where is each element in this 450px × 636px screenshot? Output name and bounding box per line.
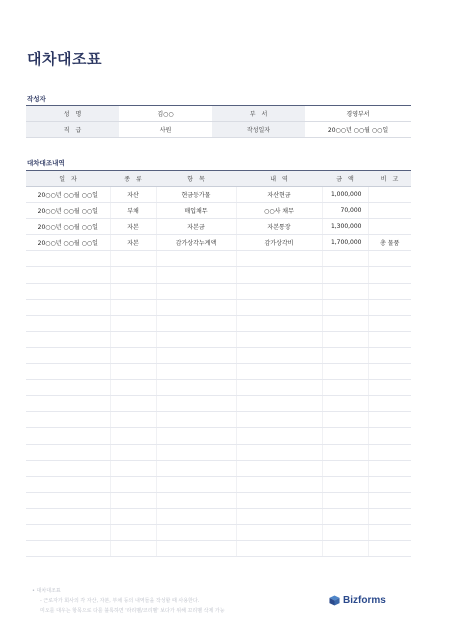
empty-cell[interactable] [156,347,236,363]
empty-cell[interactable] [110,492,156,508]
empty-cell[interactable] [322,299,368,315]
item-cell[interactable]: 매입채무 [156,203,236,219]
empty-table-row [26,508,411,524]
empty-cell[interactable] [156,524,236,540]
empty-cell[interactable] [236,299,322,315]
empty-cell[interactable] [26,428,110,444]
author-section-label: 작성자 [27,95,46,103]
empty-cell[interactable] [322,283,368,299]
empty-cell[interactable] [110,524,156,540]
note-cell[interactable] [368,187,411,203]
author-info-row [26,106,411,122]
bizforms-logo [329,595,386,606]
empty-cell[interactable] [26,364,110,380]
empty-cell[interactable] [26,412,110,428]
empty-cell[interactable] [236,251,322,267]
empty-table-row [26,460,411,476]
author-info-table [26,105,411,138]
empty-cell[interactable] [322,460,368,476]
empty-table-row [26,396,411,412]
empty-cell[interactable] [26,380,110,396]
empty-cell[interactable] [236,267,322,283]
info-field-label: 직 급 [26,122,119,138]
date-cell[interactable]: 20○○년 ○○월 ○○일 [26,203,110,219]
empty-cell[interactable] [368,347,411,363]
column-header: 항 목 [156,171,236,187]
type-cell[interactable]: 자산 [110,187,156,203]
empty-cell[interactable] [110,299,156,315]
empty-cell[interactable] [322,508,368,524]
item-cell[interactable]: 감가상각누계액 [156,235,236,251]
empty-cell[interactable] [236,444,322,460]
empty-cell[interactable] [368,299,411,315]
empty-table-row [26,412,411,428]
empty-cell[interactable] [26,444,110,460]
empty-cell[interactable] [236,283,322,299]
empty-cell[interactable] [368,364,411,380]
empty-cell[interactable] [110,347,156,363]
empty-cell[interactable] [368,331,411,347]
note-cell[interactable] [368,219,411,235]
detail-cell[interactable]: 자본통장 [236,219,322,235]
empty-cell[interactable] [322,331,368,347]
bizforms-cube-icon [329,595,340,606]
empty-cell[interactable] [110,315,156,331]
empty-cell[interactable] [110,444,156,460]
item-cell[interactable]: 자본금 [156,219,236,235]
empty-cell[interactable] [368,315,411,331]
empty-cell[interactable] [322,251,368,267]
column-header: 금 액 [322,171,368,187]
empty-cell[interactable] [236,460,322,476]
empty-cell[interactable] [156,364,236,380]
empty-cell[interactable] [322,428,368,444]
item-cell[interactable]: 현금등가물 [156,187,236,203]
info-field-label: 성 명 [26,106,119,122]
type-cell[interactable]: 자본 [110,235,156,251]
empty-cell[interactable] [110,283,156,299]
empty-cell[interactable] [368,251,411,267]
amount-cell[interactable]: 70,000 [322,203,368,219]
empty-table-row [26,267,411,283]
table-row [26,187,411,203]
detail-section-label: 대차대조내역 [27,159,65,167]
empty-cell[interactable] [322,396,368,412]
empty-cell[interactable] [26,267,110,283]
empty-cell[interactable] [236,428,322,444]
empty-cell[interactable] [322,444,368,460]
empty-cell[interactable] [368,396,411,412]
empty-cell[interactable] [156,460,236,476]
empty-cell[interactable] [236,396,322,412]
empty-cell[interactable] [26,460,110,476]
empty-cell[interactable] [156,428,236,444]
empty-cell[interactable] [26,476,110,492]
page-title: 대차대조표 [27,50,102,68]
author-info-row [26,122,411,138]
empty-cell[interactable] [236,492,322,508]
empty-cell[interactable] [368,444,411,460]
date-cell[interactable]: 20○○년 ○○월 ○○일 [26,187,110,203]
info-field-label: 부 서 [212,106,305,122]
empty-cell[interactable] [236,315,322,331]
empty-table-row [26,283,411,299]
empty-cell[interactable] [322,380,368,396]
amount-cell[interactable]: 1,000,000 [322,187,368,203]
column-header: 일 자 [26,171,110,187]
type-cell[interactable]: 자본 [110,219,156,235]
column-header: 비 고 [368,171,411,187]
column-header: 내 역 [236,171,322,187]
empty-cell[interactable] [26,347,110,363]
empty-cell[interactable] [110,412,156,428]
footer-bullet: • 대차대조표 [32,588,61,594]
amount-cell[interactable]: 1,300,000 [322,219,368,235]
empty-cell[interactable] [156,283,236,299]
date-cell[interactable]: 20○○년 ○○월 ○○일 [26,219,110,235]
empty-cell[interactable] [26,492,110,508]
empty-cell[interactable] [236,541,322,557]
footer-line-2: 미오를 대우는 항목으로 다를 블록하면 '라리벨/코리벨' 보다가 위해 꼬리벨 삭제 가능 [40,608,225,614]
empty-cell[interactable] [110,428,156,444]
empty-table-row [26,476,411,492]
empty-cell[interactable] [26,251,110,267]
empty-table-row [26,331,411,347]
empty-cell[interactable] [156,412,236,428]
empty-table-row [26,251,411,267]
footer-note [32,586,225,616]
table-row [26,235,411,251]
empty-cell[interactable] [156,476,236,492]
empty-cell[interactable] [368,541,411,557]
empty-cell[interactable] [368,476,411,492]
empty-table-row [26,524,411,540]
empty-cell[interactable] [368,508,411,524]
empty-cell[interactable] [236,331,322,347]
empty-cell[interactable] [110,541,156,557]
empty-table-row [26,541,411,557]
empty-cell[interactable] [322,315,368,331]
empty-cell[interactable] [110,251,156,267]
type-cell[interactable]: 부채 [110,203,156,219]
empty-table-row [26,380,411,396]
empty-table-row [26,428,411,444]
table-row [26,219,411,235]
empty-cell[interactable] [368,380,411,396]
empty-cell[interactable] [322,267,368,283]
empty-cell[interactable] [156,331,236,347]
empty-cell[interactable] [156,267,236,283]
empty-cell[interactable] [322,524,368,540]
empty-cell[interactable] [156,396,236,412]
empty-cell[interactable] [26,283,110,299]
date-cell[interactable]: 20○○년 ○○월 ○○일 [26,235,110,251]
table-row [26,203,411,219]
balance-detail-table [26,170,411,557]
empty-table-row [26,315,411,331]
empty-cell[interactable] [156,508,236,524]
empty-cell[interactable] [236,380,322,396]
detail-cell[interactable]: 자산현금 [236,187,322,203]
footer-line-1: - 근로자가 회사의 각 자산, 자본, 부채 등의 내역들을 작성할 때 사용한다. [40,598,200,604]
empty-cell[interactable] [26,541,110,557]
empty-cell[interactable] [110,476,156,492]
empty-table-row [26,364,411,380]
empty-cell[interactable] [156,315,236,331]
empty-cell[interactable] [236,347,322,363]
empty-cell[interactable] [110,267,156,283]
empty-cell[interactable] [110,396,156,412]
empty-cell[interactable] [236,364,322,380]
empty-cell[interactable] [26,524,110,540]
empty-cell[interactable] [236,412,322,428]
empty-cell[interactable] [322,364,368,380]
empty-cell[interactable] [156,492,236,508]
brand-name: Bizforms [343,595,386,606]
note-cell[interactable] [368,203,411,219]
empty-cell[interactable] [110,331,156,347]
empty-cell[interactable] [322,347,368,363]
empty-cell[interactable] [322,541,368,557]
detail-cell[interactable]: ○○사 채무 [236,203,322,219]
empty-cell[interactable] [110,364,156,380]
empty-cell[interactable] [322,412,368,428]
empty-cell[interactable] [156,541,236,557]
empty-cell[interactable] [368,492,411,508]
empty-cell[interactable] [368,283,411,299]
empty-cell[interactable] [368,460,411,476]
empty-cell[interactable] [368,524,411,540]
empty-cell[interactable] [26,396,110,412]
empty-cell[interactable] [236,508,322,524]
empty-table-row [26,492,411,508]
empty-cell[interactable] [26,508,110,524]
empty-cell[interactable] [110,460,156,476]
empty-cell[interactable] [322,492,368,508]
empty-cell[interactable] [368,267,411,283]
amount-cell[interactable]: 1,700,000 [322,235,368,251]
empty-cell[interactable] [322,476,368,492]
info-field-value[interactable]: 사원 [119,122,212,138]
empty-cell[interactable] [26,299,110,315]
empty-cell[interactable] [156,444,236,460]
empty-cell[interactable] [26,315,110,331]
detail-cell[interactable]: 감가상각비 [236,235,322,251]
empty-cell[interactable] [236,524,322,540]
info-field-value[interactable]: 김○○ [119,106,212,122]
empty-table-row [26,444,411,460]
info-field-value[interactable]: 경영부서 [305,106,411,122]
note-cell[interactable]: 총 물품 [368,235,411,251]
empty-table-row [26,347,411,363]
column-header: 종 류 [110,171,156,187]
info-field-label: 작성일자 [212,122,305,138]
empty-cell[interactable] [156,299,236,315]
empty-cell[interactable] [110,380,156,396]
empty-table-row [26,299,411,315]
empty-cell[interactable] [110,508,156,524]
info-field-value[interactable]: 20○○년 ○○월 ○○일 [305,122,411,138]
empty-cell[interactable] [236,476,322,492]
empty-cell[interactable] [368,428,411,444]
empty-cell[interactable] [156,251,236,267]
empty-cell[interactable] [156,380,236,396]
empty-cell[interactable] [26,331,110,347]
empty-cell[interactable] [368,412,411,428]
